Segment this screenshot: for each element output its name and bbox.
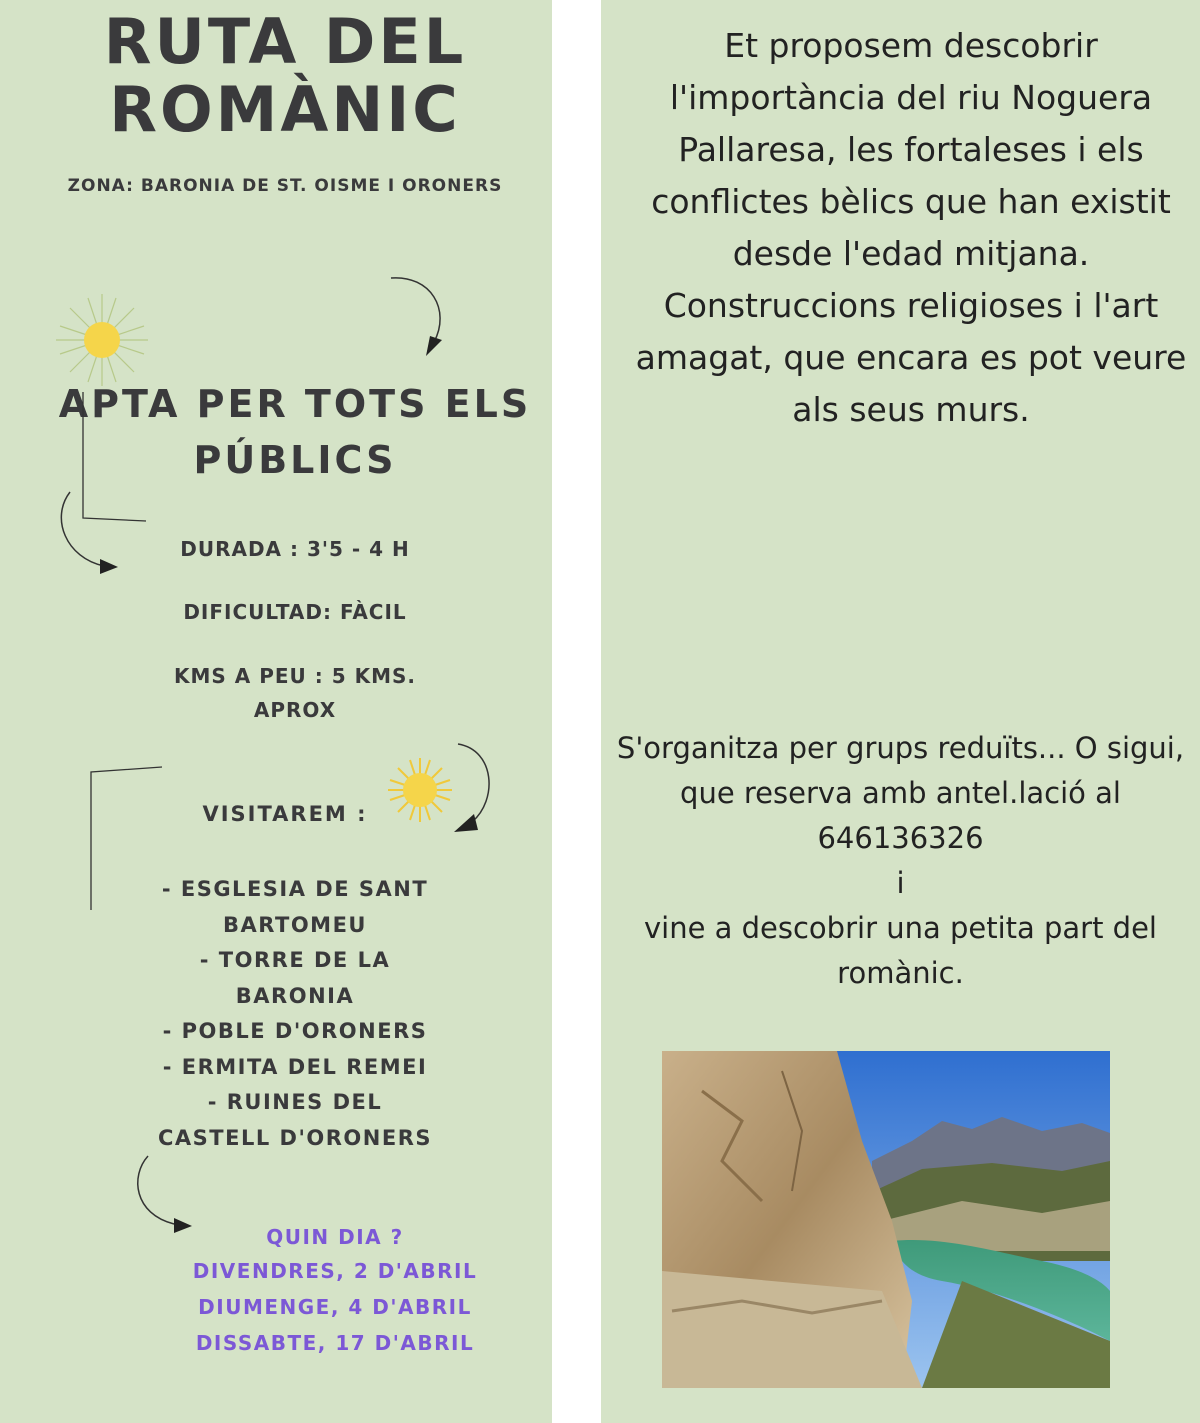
- text-line: als seus murs.: [792, 390, 1030, 429]
- text-line: S'organitza per grups reduïts... O sigui,: [616, 731, 1185, 765]
- title-line-2: ROMÀNIC: [109, 73, 461, 146]
- which-day-label: QUIN DIA ?: [266, 1225, 404, 1249]
- sun-icon: [384, 756, 456, 824]
- list-item: BARTOMEU: [223, 912, 367, 937]
- text-line: vine a descobrir una petita part del: [643, 911, 1157, 945]
- organization-paragraph: [601, 726, 1200, 996]
- text-line: amagat, que encara es pot veure: [635, 338, 1187, 377]
- list-item: BARONIA: [235, 983, 355, 1008]
- phone-number: 646136326: [817, 821, 984, 855]
- text-line: desde l'edad mitjana.: [732, 234, 1090, 273]
- text-line: conflictes bèlics que han existit: [651, 182, 1171, 221]
- arrow-icon: [56, 488, 122, 578]
- intro-paragraph: [611, 20, 1200, 436]
- arrow-icon: [386, 270, 456, 360]
- list-item: DIVENDRES, 2 D'ABRIL: [192, 1259, 478, 1283]
- distance-line-2: APROX: [253, 698, 337, 722]
- visits-list: [110, 872, 480, 1156]
- arrow-icon: [450, 740, 500, 835]
- page-title: [60, 5, 510, 146]
- dates-list: [160, 1253, 510, 1361]
- list-item: CASTELL D'ORONERS: [158, 1125, 432, 1150]
- list-item: - TORRE DE LA: [199, 948, 391, 972]
- list-item: DISSABTE, 17 D'ABRIL: [195, 1331, 475, 1355]
- visits-heading: VISITAREM :: [202, 802, 368, 826]
- sun-icon: [52, 292, 152, 388]
- audience-line-1: APTA PER TOTS ELS: [58, 382, 532, 426]
- text-line: l'importància del riu Noguera: [669, 78, 1153, 117]
- list-item: DIUMENGE, 4 D'ABRIL: [198, 1295, 472, 1319]
- text-line: Pallaresa, les fortaleses i els: [678, 130, 1144, 169]
- list-item: - ESGLESIA DE SANT: [161, 877, 429, 901]
- text-line: i: [896, 866, 905, 900]
- list-item: - RUINES DEL: [207, 1090, 383, 1114]
- text-line: Et proposem descobrir: [724, 26, 1098, 65]
- landscape-photo: [662, 1051, 1110, 1388]
- list-item: - ERMITA DEL REMEI: [162, 1054, 428, 1079]
- duration-label: DURADA : 3'5 - 4 H: [180, 537, 410, 561]
- list-item: - POBLE D'ORONERS: [162, 1019, 428, 1043]
- distance-label: [130, 659, 460, 727]
- text-line: romànic.: [837, 956, 964, 990]
- title-line-1: RUTA DEL: [103, 5, 467, 78]
- zone-label: ZONA: BARONIA DE ST. OISME I ORONERS: [67, 176, 503, 196]
- difficulty-label: DIFICULTAD: FÀCIL: [183, 600, 407, 624]
- distance-line-1: KMS A PEU : 5 KMS.: [174, 664, 416, 688]
- audience-line-2: PÚBLICS: [193, 438, 397, 482]
- text-line: que reserva amb antel.lació al: [680, 776, 1121, 810]
- text-line: Construccions religioses i l'art: [663, 286, 1159, 325]
